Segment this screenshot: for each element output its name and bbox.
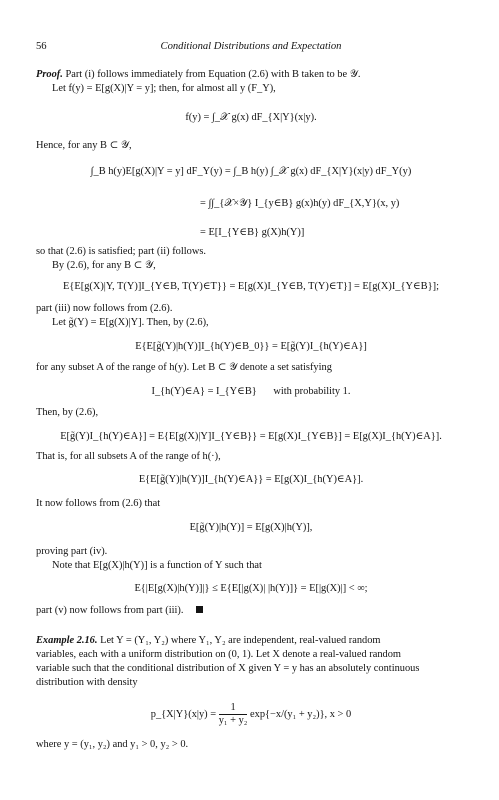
example-line-2: variables, each with a uniform distribution on (0, 1). Let X denote a real-valued random <box>36 649 401 660</box>
equation-g-tilde: E{E[g̃(Y)|h(Y)]I_{h(Y)∈B_0}} = E[g̃(Y)I_{h(Y)∈A}] <box>135 341 367 352</box>
proof-label: Proof. <box>36 69 63 80</box>
proof-note: Note that E[g(X)|h(Y)] is a function of Y such that <box>52 560 262 571</box>
equation-f-of-y: f(y) = ∫_𝒳 g(x) dF_{X|Y}(x|y). <box>185 112 317 123</box>
density-fraction <box>219 702 248 727</box>
equation-then: E[g̃(Y)I_{h(Y)∈A}] = E{E[g(X)|Y]I_{Y∈B}} = E[g(X)I_{Y∈B}] = E[g(X)I_{h(Y)∈A}]. <box>60 431 442 442</box>
example-line-3: variable such that the conditional distribution of X given Y = y has an absolutely continuous <box>36 663 420 674</box>
density-numerator: 1 <box>219 702 248 715</box>
page-number: 56 <box>36 41 47 52</box>
proof-hence: Hence, for any B ⊂ 𝒴, <box>36 140 132 151</box>
equation-note: E{|E[g(X)|h(Y)]|} ≤ E{E[|g(X)| |h(Y)]} = E[|g(X)|] < ∞; <box>134 583 368 594</box>
proof-so-that: so that (2.6) is satisfied; part (ii) follows. <box>36 246 206 257</box>
equation-that-is: E{E[g̃(Y)|h(Y)]I_{h(Y)∈A}} = E[g(X)I_{h(Y)∈A}]. <box>138 474 364 485</box>
proof-follows: It now follows from (2.6) that <box>36 498 161 509</box>
proof-then-by: Then, by (2.6), <box>36 407 99 418</box>
equation-part-iii: E{E[g(X)|Y, T(Y)]I_{Y∈B, T(Y)∈T}} = E[g(X)I_{Y∈B, T(Y)∈T}] = E[g(X)I_{Y∈B}]; <box>63 281 439 292</box>
density-rhs: exp{−x/(y₁ + y₂)}, x > 0 <box>250 708 352 720</box>
equation-follows: E[g̃(Y)|h(Y)] = E[g(X)|h(Y)], <box>189 522 313 533</box>
proof-let-g: Let g̃(Y) = E[g(X)|Y]. Then, by (2.6), <box>52 317 209 328</box>
example-line-4: distribution with density <box>36 677 138 688</box>
proof-that-is: That is, for all subsets A of the range of h(·), <box>36 451 221 462</box>
equation-indicator-text: I_{h(Y)∈A} = I_{Y∈B} <box>151 386 257 397</box>
proof-part-v <box>36 604 203 617</box>
example-line-1 <box>36 634 380 647</box>
proof-by-26: By (2.6), for any B ⊂ 𝒴, <box>52 260 156 271</box>
equation-indicator-note: with probability 1. <box>273 386 351 397</box>
proof-proving: proving part (iv). <box>36 546 108 557</box>
running-title: Conditional Distributions and Expectation <box>160 41 342 52</box>
qed-square-icon <box>196 606 203 613</box>
equation-chain-line-2: = ∫∫_{𝒳×𝒴} I_{y∈B} g(x)h(y) dF_{X,Y}(x, y) <box>200 198 400 209</box>
equation-density <box>36 702 466 727</box>
equation-indicator <box>36 385 466 398</box>
proof-first-line <box>36 68 360 81</box>
proof-part-v-text: part (v) now follows from part (iii). <box>36 605 184 616</box>
running-header <box>36 40 466 54</box>
density-lhs: p_{X|Y}(x|y) = <box>150 708 217 720</box>
equation-chain-line-3: = E[I_{Y∈B} g(X)h(Y)] <box>200 227 305 238</box>
proof-intro: Part (i) follows immediately from Equation (2.6) with B taken to be 𝒴. <box>65 69 361 80</box>
example-label: Example 2.16. <box>36 635 98 646</box>
example-text-1: Let Y = (Y₁, Y₂) where Y₁, Y₂ are independent, real-valued random <box>100 635 381 646</box>
proof-let-f: Let f(y) = E[g(X)|Y = y]; then, for almost all y (F_Y), <box>52 83 276 94</box>
equation-chain-line-1: ∫_B h(y)E[g(X)|Y = y] dF_Y(y) = ∫_B h(y) ∫_𝒳 g(x) dF_{X|Y}(x|y) dF_Y(y) <box>90 166 412 177</box>
proof-part-iii: part (iii) now follows from (2.6). <box>36 303 173 314</box>
example-where: where y = (y₁, y₂) and y₁ > 0, y₂ > 0. <box>36 739 189 750</box>
density-denominator: y₁ + y₂ <box>218 715 248 726</box>
proof-for-any-a: for any subset A of the range of h(y). Let B ⊂ 𝒴 denote a set satisfying <box>36 362 332 373</box>
